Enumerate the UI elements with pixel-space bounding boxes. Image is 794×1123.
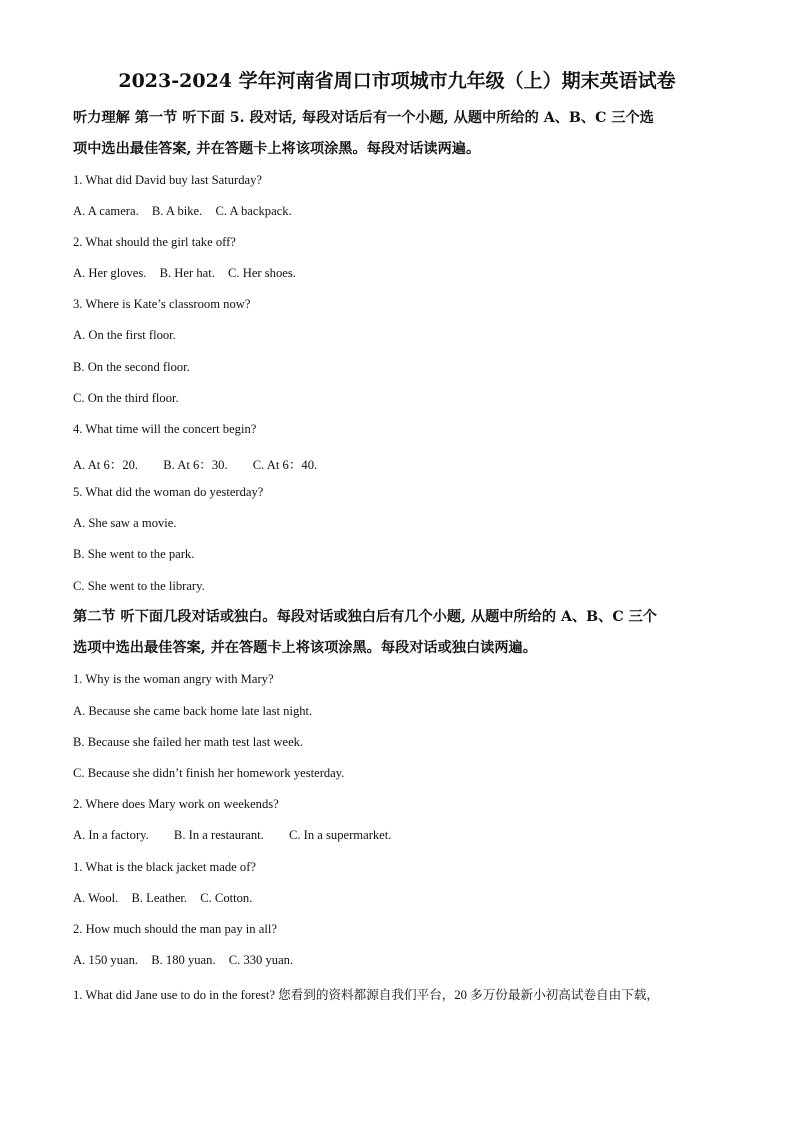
option-b: B. Because she failed her math test last week.	[73, 735, 304, 749]
question-text: 4. What time will the concert begin?	[73, 422, 257, 436]
question-options	[73, 204, 292, 219]
option-c: C. She went to the library.	[73, 579, 205, 593]
option-b: B. Leather.	[131, 891, 188, 905]
option-a: A. In a factory.	[73, 828, 149, 842]
option-c: C. 330 yuan.	[228, 953, 294, 967]
question-text: 1. Why is the woman angry with Mary?	[73, 672, 274, 686]
question-options	[73, 891, 252, 906]
option-c: C. At 6：40.	[252, 458, 318, 472]
section2-heading	[73, 602, 723, 664]
option-c: C. On the third floor.	[73, 391, 179, 405]
option-a: A. A camera.	[73, 204, 139, 218]
option-c: C. Her shoes.	[228, 266, 296, 280]
section1-heading	[73, 103, 723, 165]
option-b: B. She went to the park.	[73, 547, 195, 561]
option-b: B. At 6：30.	[163, 458, 228, 472]
option-b: B. 180 yuan.	[151, 953, 216, 967]
question-options	[73, 953, 293, 968]
option-a: A. 150 yuan.	[73, 953, 139, 967]
question-options	[73, 828, 391, 843]
option-b: B. In a restaurant.	[173, 828, 264, 842]
section1-heading-line2: 项中选出最佳答案, 并在答题卡上将该项涂黑。每段对话读两遍。	[73, 141, 481, 157]
section2-heading-line1: 第二节 听下面几段对话或独白。每段对话或独白后有几个小题, 从题中所给的 A、B、C 三个	[73, 609, 657, 625]
option-a: A. Her gloves.	[73, 266, 147, 280]
option-c: C. Cotton.	[200, 891, 253, 905]
question-text: 1. What did David buy last Saturday?	[73, 173, 262, 187]
question-text: 1. What is the black jacket made of?	[73, 860, 257, 874]
last-question-line: 1. What did Jane use to do in the forest? 您看到的资料都源自我们平台，20 多万份最新小初高试卷自由下载，	[73, 988, 660, 1002]
option-a: A. On the first floor.	[73, 328, 176, 342]
option-c: C. Because she didn’t finish her homework yesterday.	[73, 766, 345, 780]
question-text: 2. Where does Mary work on weekends?	[73, 797, 279, 811]
question-text: 2. What should the girl take off?	[73, 235, 236, 249]
page-title: 2023-2024 学年河南省周口市项城市九年级（上）期末英语试卷	[118, 70, 676, 92]
option-a: A. She saw a movie.	[73, 516, 177, 530]
section2-heading-line2: 选项中选出最佳答案, 并在答题卡上将该项涂黑。每段对话或独白读两遍。	[73, 640, 537, 656]
question-text: 2. How much should the man pay in all?	[73, 922, 277, 936]
option-c: C. In a supermarket.	[288, 828, 392, 842]
option-a: A. At 6：20.	[73, 458, 139, 472]
question-text: 5. What did the woman do yesterday?	[73, 485, 264, 499]
option-b: B. A bike.	[151, 204, 203, 218]
option-a: A. Because she came back home late last night.	[73, 704, 313, 718]
question-options	[73, 266, 296, 281]
option-b: B. Her hat.	[159, 266, 215, 280]
option-b: B. On the second floor.	[73, 360, 190, 374]
question-options	[73, 454, 317, 473]
option-c: C. A backpack.	[215, 204, 292, 218]
option-a: A. Wool.	[73, 891, 119, 905]
section1-heading-line1: 听力理解 第一节 听下面 5. 段对话, 每段对话后有一个小题, 从题中所给的 A、B、C 三个选	[73, 110, 654, 126]
question-text: 3. Where is Kate’s classroom now?	[73, 297, 251, 311]
